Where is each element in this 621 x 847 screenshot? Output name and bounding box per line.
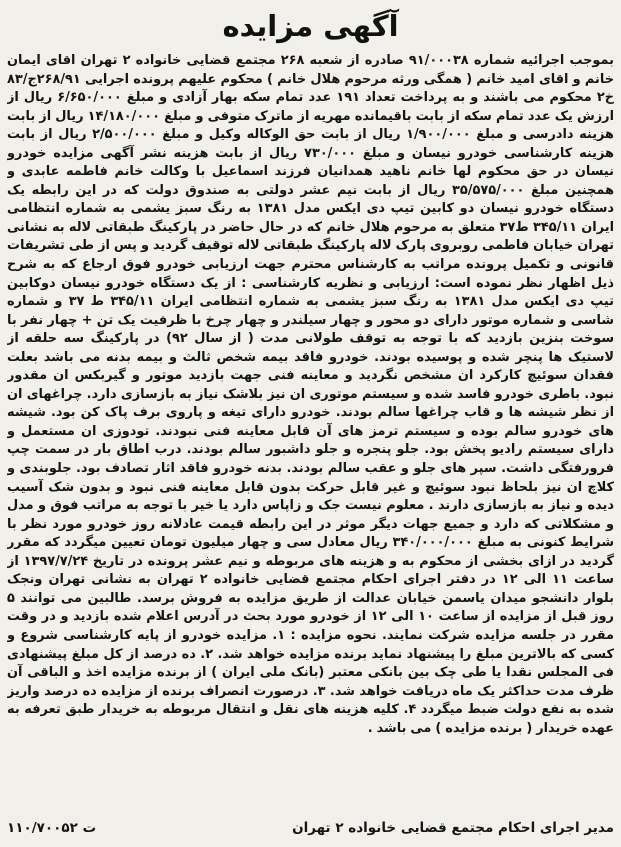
title-wrap bbox=[7, 6, 614, 52]
footer-code: ۱۱۰/۷۰۰۵۲ ت bbox=[7, 820, 97, 836]
notice-title: آگهی مزایده bbox=[222, 9, 399, 43]
notice-footer bbox=[7, 817, 614, 839]
footer-signature: مدیر اجرای احکام مجتمع قضایی خانواده ۲ تهران bbox=[292, 820, 614, 836]
notice-body: بموجب اجرائیه شماره ۹۱/۰۰۰۳۸ صادره از شعبه ۲۶۸ مجتمع قضایی خانواده ۲ تهران اقای ایمان خانم و اقای امید خانم ( همگی ورثه مرحوم هلال خانم ) محکوم علیهم پرونده اجرایی ۲۶۸/۹۱ج/۸۳ خ۲ محکوم می باشند و به پرداخت تعداد ۱۹۱ عدد تمام سکه بهار آزادی و مبلغ ۶/۶۵۰/۰۰۰ ریال از ارزش یک عدد تمام سکه از بابت باقیمانده مهریه از ماترک متوفی و مبلغ ۱۴/۱۸۰/۰۰۰ ریال از بابت هزینه دادرسی و مبلغ ۱/۹۰۰/۰۰۰ ریال از بابت حق الوکاله وکیل و مبلغ ۲/۵۰۰/۰۰۰ ریال از بابت هزینه کارشناسی خودرو نیسان و مبلغ ۷۳۰/۰۰۰ ریال از بابت هزینه نشر آگهی مزایده خودرو نیسان در حق محکوم لها خانم ناهید همدانیان فرزند اسماعیل با وکالت خانم فاطمه عابدی و همچنین مبلغ ۳۵/۵۷۵/۰۰۰ ریال از بابت نیم عشر دولتی به صندوق دولت که در این رابطه یک دستگاه خودرو نیسان دو کابین تیپ دی ایکس مدل ۱۳۸۱ به رنگ سبز یشمی به شماره انتظامی ایران ۳۴۵/۱۱ ط۳۷ متعلق به مرحوم هلال خانم که در حال حاضر در پارکینگ طبقاتی لاله به نشانی تهران خیابان فاطمی روبروی پارک لاله پارکینگ طبقاتی لاله توقیف گردید و پس از طی تشریفات قانونی و تکمیل پرونده مراتب به کارشناس محترم جهت ارزیابی خودرو فوق ارجاع که به شرح ذیل اظهار نظر نموده است: ارزیابی و نظریه کارشناسی : از یک دستگاه خودرو نیسان دوکابین تیپ دی ایکس مدل ۱۳۸۱ به رنگ سبز یشمی به شماره انتظامی ایران ۳۴۵/۱۱ ط ۳۷ و شماره شاسی و شماره موتور دارای دو محور و چهار سیلندر و چهار چرخ با ظرفیت یک تن + چهار نفر با سوخت بنزین بازدید که با توجه به توقف طولانی مدت ( از سال ۹۲) در پارکینگ سه حلقه از لاستیک ها پنچر شده و پوسیده بودند. خودرو فاقد بیمه شخص ثالث و بیمه بدنه می باشد بعلت فقدان سوئیچ کارکرد ان مشخص نگردید و معاینه فنی جهت بازدید موتور و گیربکس ان مقدور نبود. باطری خودرو فاسد شده و سیستم موتوری ان نیز بلاشک نیاز به بازسازی دارد. چراغهای ان از نظر شیشه ها و قاب چراغها سالم بودند. خودرو دارای تیغه و پاروی برف پاک کن بود. شیشه های خودرو سالم بوده و سیستم ترمز های آن قابل معاینه فنی نبودند. تودوزی ان مستعمل و دارای سیستم رادیو پخش بود. جلو پنجره و جلو داشبور سالم بودند. درب اطاق بار در سمت چپ فرورفتگی داشت. سپر های جلو و عقب سالم بودند. بدنه خودرو فاقد اثار تصادف بود. جلوبندی و کلاچ ان نیز بلحاظ نبود سوئیچ و غیر قابل حرکت بدون قابل معاینه فنی نبود و بدون شک آسیب دیده و نیاز به بازسازی دارند . معلوم نیست جک و زاپاس دارد یا خیر با توجه به مراتب فوق و مدل و مشکلاتی که دارد و جمیع جهات دیگر موثر در این رابطه قیمت عادلانه روز خودرو مورد نظر با شرایط کنونی به مبلغ ۳۴۰/۰۰۰/۰۰۰ ریال معادل سی و چهار میلیون تومان تعیین میگردد که مقرر گردید در ازای بخشی از محکوم به و هزینه های مربوطه و نیم عشر پرونده در تاریخ ۱۳۹۷/۷/۲۴ از ساعت ۱۱ الی ۱۲ در دفتر اجرای احکام مجتمع قضایی خانواده ۲ تهران به نشانی تهران ونجک بلوار دانشجو میدان یاسمن خیابان عدالت از طریق مزایده به فروش برسد. طالبین می توانند ۵ روز قبل از مزایده از ساعت ۱۰ الی ۱۲ از خودرو مورد بحث در آدرس اعلام شده بازدید و در وقت مقرر در جلسه مزایده شرکت نمایند. نحوه مزایده : ۱. مزایده خودرو از پایه کارشناسی شروع و کسی که بالاترین مبلغ را پیشنهاد نماید برنده مزایده خواهد شد. ۲. ده درصد از کل مبلغ پیشنهادی فی المجلس نقدا یا طی چک بین بانکی معتبر (بانک ملی ایران ) از برنده مزایده اخذ و الباقی آن ظرف مدت حداکثر یک ماه دریافت خواهد شد. ۳. درصورت انصراف برنده از مزایده ده درصد واریز شده به نفع دولت ضبط میگردد ۴. کلیه هزینه های نقل و انتقال مربوطه به خریدار طبق تعرفه به عهده خریدار ( برنده مزایده ) می باشد . bbox=[7, 53, 614, 736]
